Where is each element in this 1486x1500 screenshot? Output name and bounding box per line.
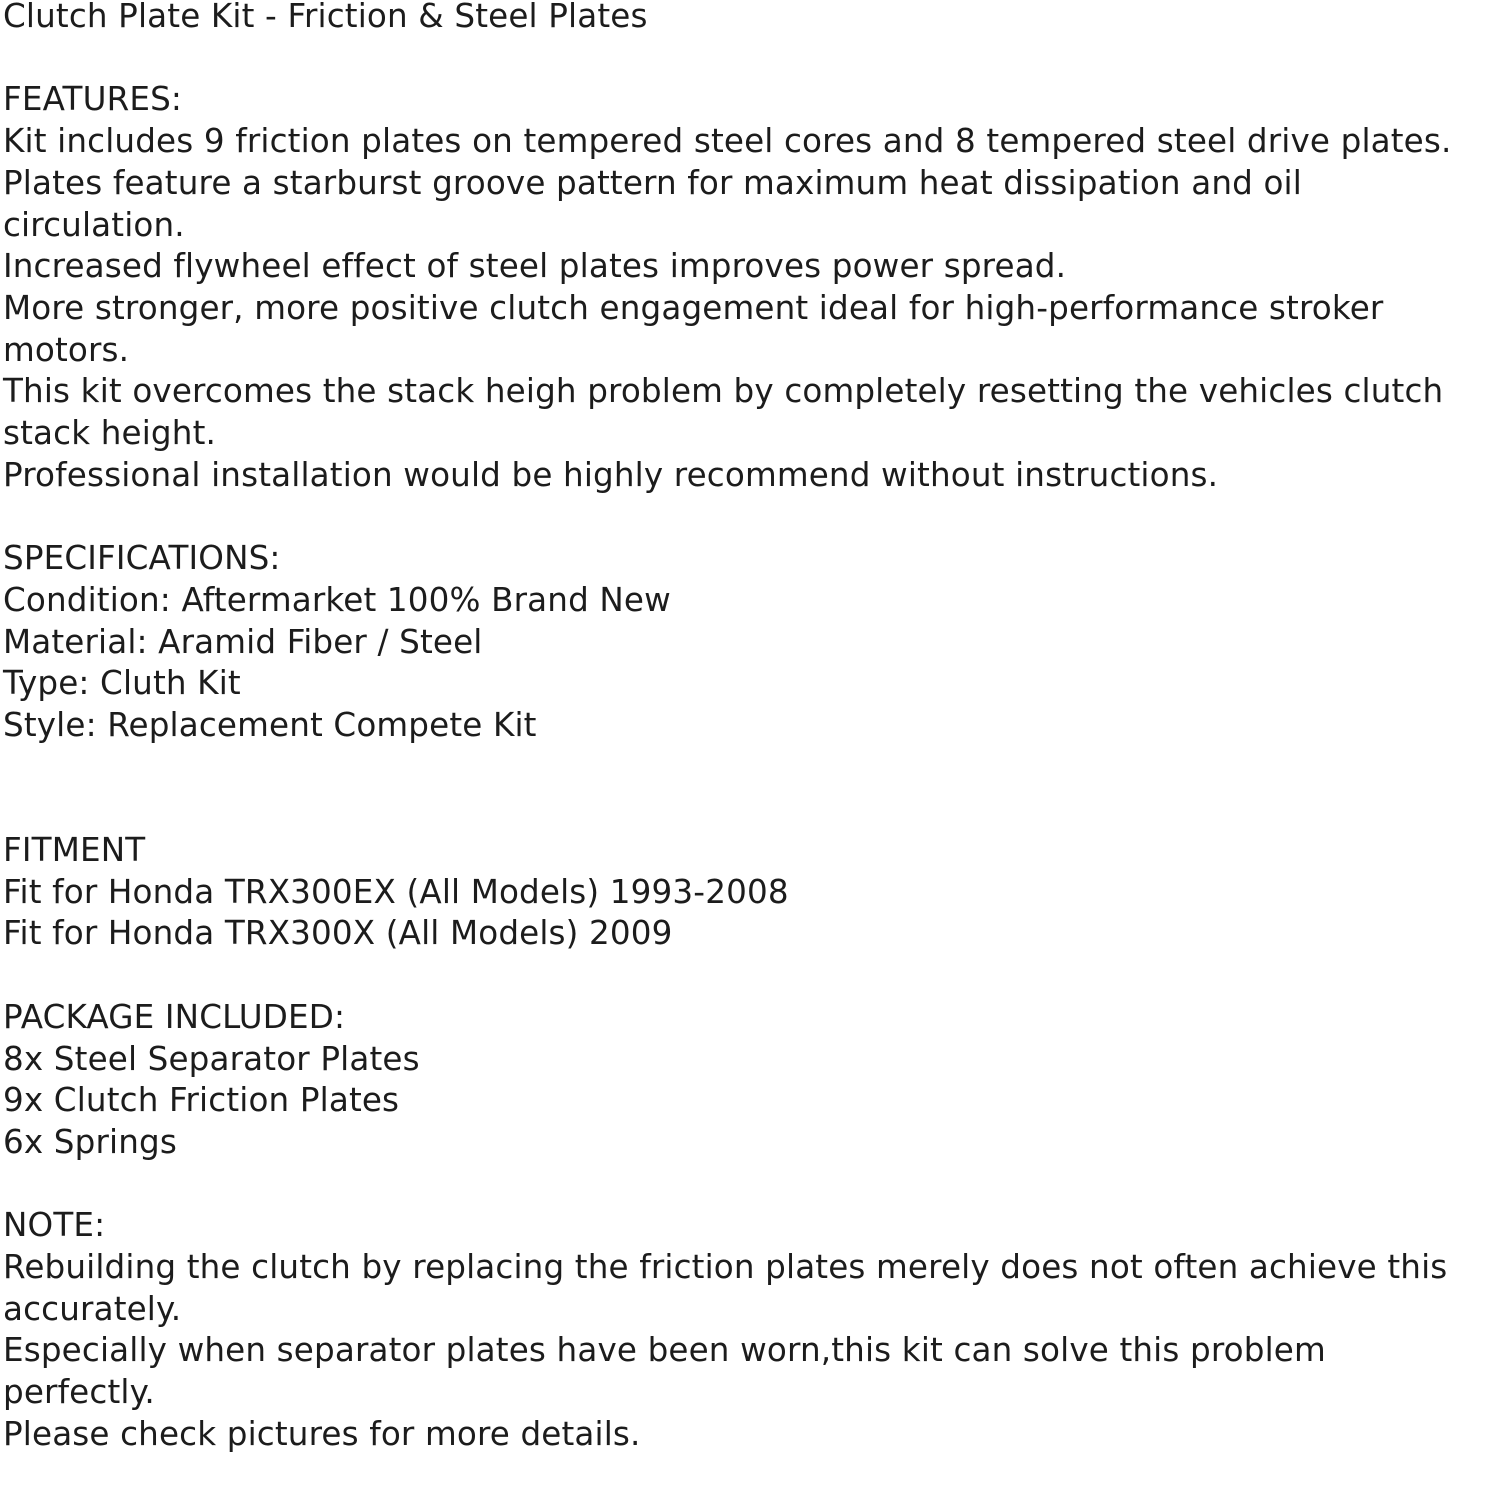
note-item: Please check pictures for more details. (3, 1414, 641, 1453)
feature-item: This kit overcomes the stack heigh problem by completely resetting the vehicles clutch stack height. (3, 372, 1454, 453)
spacer (3, 788, 1484, 830)
fitment-item: Fit for Honda TRX300X (All Models) 2009 (3, 914, 673, 953)
fitment-heading: FITMENT (3, 831, 146, 869)
features-heading: FEATURES: (3, 80, 183, 119)
feature-item: Plates feature a starburst groove pattern for maximum heat dissipation and oil circulation. (3, 163, 1313, 244)
spacer (3, 1164, 1484, 1206)
note-section (3, 1205, 1484, 1455)
specifications-section (3, 538, 1484, 747)
note-item: Especially when separator plates have been worn,this kit can solve this problem perfectly. (3, 1331, 1337, 1412)
spacer (3, 38, 1484, 80)
note-heading: NOTE: (3, 1206, 106, 1245)
specifications-heading: SPECIFICATIONS: (3, 539, 281, 578)
spacer (3, 496, 1484, 538)
spec-style: Style: Replacement Compete Kit (3, 705, 537, 744)
document-title: Clutch Plate Kit - Friction & Steel Plates (3, 0, 648, 35)
note-item: Rebuilding the clutch by replacing the friction plates merely does not often achieve this accurately. (3, 1248, 1458, 1328)
feature-item: More stronger, more positive clutch engagement ideal for high-performance stroker motors. (3, 288, 1394, 369)
product-description (3, 0, 1484, 1456)
fitment-section (3, 830, 1484, 955)
fitment-item: Fit for Honda TRX300EX (All Models) 1993-2008 (3, 872, 789, 911)
package-item: 8x Steel Separator Plates (3, 1039, 420, 1078)
package-heading: PACKAGE INCLUDED: (3, 997, 346, 1036)
feature-item: Kit includes 9 friction plates on tempered steel cores and 8 tempered steel drive plates. (3, 122, 1452, 161)
package-item: 9x Clutch Friction Plates (3, 1081, 400, 1120)
spacer (3, 955, 1484, 997)
package-section (3, 997, 1484, 1164)
feature-item: Increased flywheel effect of steel plates improves power spread. (3, 247, 1067, 286)
spacer (3, 747, 1484, 789)
spec-material: Material: Aramid Fiber / Steel (3, 622, 483, 661)
feature-item: Professional installation would be highly recommend without instructions. (3, 455, 1219, 494)
spec-condition: Condition: Aftermarket 100% Brand New (3, 580, 671, 619)
package-item: 6x Springs (3, 1122, 177, 1161)
spec-type: Type: Cluth Kit (3, 664, 241, 703)
features-section (3, 79, 1484, 496)
